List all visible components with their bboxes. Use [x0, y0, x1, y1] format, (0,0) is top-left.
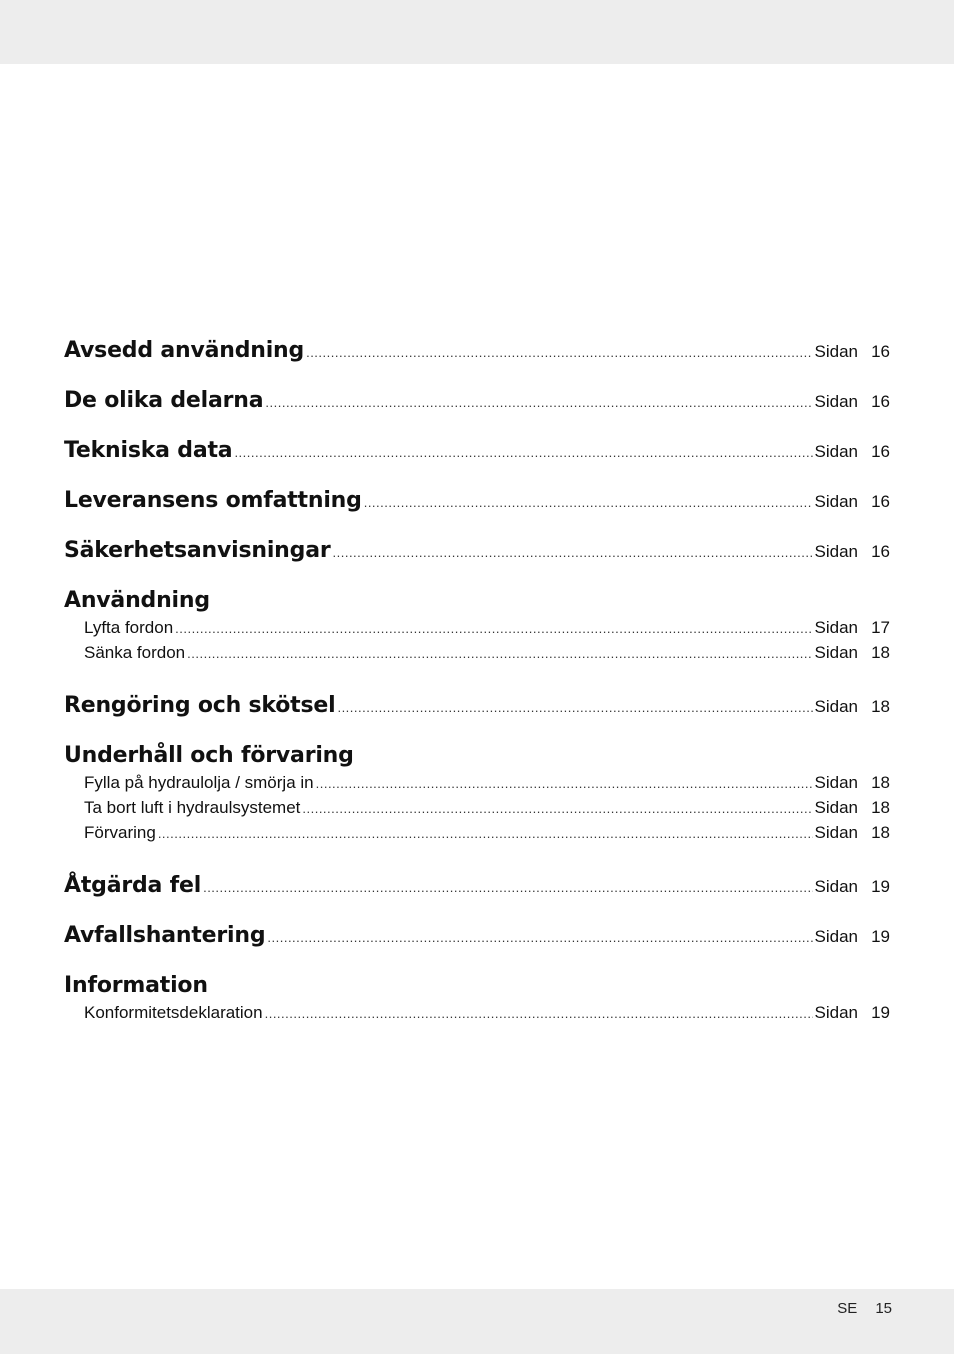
toc-entry — [64, 438, 890, 488]
dot-leader — [306, 346, 812, 359]
toc-subtitle: Sänka fordon — [84, 643, 186, 662]
toc-title: Rengöring och skötsel — [64, 693, 336, 718]
toc-subentry — [64, 618, 890, 643]
toc-page: Sidan 16 — [814, 492, 890, 511]
toc-subentry — [64, 798, 890, 823]
toc-subtitle: Förvaring — [84, 823, 156, 842]
toc-entry — [64, 923, 890, 973]
toc-subentry — [64, 773, 890, 798]
dot-leader — [187, 647, 812, 660]
toc-page: Sidan 18 — [814, 798, 890, 817]
dot-leader — [364, 496, 813, 509]
toc-page: Sidan 16 — [814, 442, 890, 461]
dot-leader — [265, 1007, 813, 1020]
toc-entry — [64, 538, 890, 588]
toc-entry — [64, 873, 890, 923]
toc-page: Sidan 19 — [814, 877, 890, 896]
toc-section-title: Information — [64, 973, 208, 998]
toc-title: Säkerhetsanvisningar — [64, 538, 331, 563]
toc-title: Åtgärda fel — [64, 873, 202, 898]
toc-subtitle: Lyfta fordon — [84, 618, 174, 637]
table-of-contents — [64, 338, 890, 1053]
toc-subtitle: Konformitetsdeklaration — [84, 1003, 263, 1022]
toc-page: Sidan 16 — [814, 342, 890, 361]
toc-page: Sidan 16 — [814, 392, 890, 411]
toc-title: Avfallshantering — [64, 923, 266, 948]
page-number: 15 — [875, 1300, 892, 1317]
toc-title: De olika delarna — [64, 388, 264, 413]
toc-page: Sidan 16 — [814, 542, 890, 561]
toc-entry — [64, 388, 890, 438]
dot-leader — [234, 446, 812, 459]
toc-page: Sidan 18 — [814, 823, 890, 842]
toc-section — [64, 743, 890, 873]
page-footer — [837, 1300, 892, 1317]
dot-leader — [158, 827, 813, 840]
dot-leader — [267, 931, 812, 944]
toc-section-title: Användning — [64, 588, 210, 613]
toc-page: Sidan 18 — [814, 697, 890, 716]
toc-subentry — [64, 1003, 890, 1028]
language-code: SE — [837, 1300, 858, 1317]
toc-section — [64, 973, 890, 1053]
toc-entry — [64, 693, 890, 743]
toc-page: Sidan 18 — [814, 643, 890, 662]
toc-page: Sidan 18 — [814, 773, 890, 792]
toc-page: Sidan 19 — [814, 927, 890, 946]
dot-leader — [265, 396, 812, 409]
toc-section — [64, 588, 890, 693]
toc-title: Leveransens omfattning — [64, 488, 362, 513]
footer-band — [0, 1289, 954, 1354]
dot-leader — [316, 777, 813, 790]
dot-leader — [333, 546, 813, 559]
toc-subentry — [64, 823, 890, 848]
header-band — [0, 0, 954, 64]
dot-leader — [203, 881, 812, 894]
dot-leader — [337, 701, 812, 714]
toc-subentry — [64, 643, 890, 668]
toc-section-title: Underhåll och förvaring — [64, 743, 354, 768]
toc-page: Sidan 19 — [814, 1003, 890, 1022]
toc-title: Tekniska data — [64, 438, 233, 463]
toc-entry — [64, 338, 890, 388]
dot-leader — [302, 802, 812, 815]
toc-subtitle: Fylla på hydraulolja / smörja in — [84, 773, 314, 792]
dot-leader — [175, 622, 812, 635]
toc-title: Avsedd användning — [64, 338, 305, 363]
toc-page: Sidan 17 — [814, 618, 890, 637]
toc-entry — [64, 488, 890, 538]
toc-subtitle: Ta bort luft i hydraulsystemet — [84, 798, 301, 817]
